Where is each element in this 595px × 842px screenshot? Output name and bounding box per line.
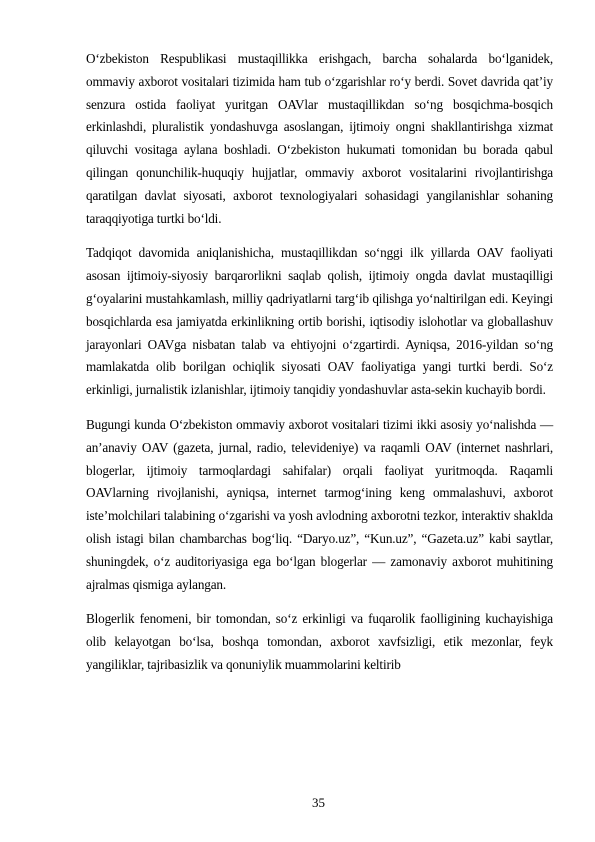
paragraph-1: O‘zbekiston Respublikasi mustaqillikka erishgach, barcha sohalarda bo‘lganidek, ommaviy axborot vositalari tizimida ham tub o‘zgarishlar ro‘y berdi. Sovet davrida qat’iy senzura ostida faoliyat yuritgan OAVlar mustaqillikdan so‘ng bosqichma-bosqich erkinlashdi, pluralistik yondashuvga asoslangan, ijtimoiy ongni shakllantirishga xizmat qiluvchi vositaga aylana boshladi. O‘zbekiston hukumati tomonidan bu borada qabul qilingan qonunchilik-huquqiy hujjatlar, ommaviy axborot vositalarini rivojlantirishga qaratilgan davlat siyosati, axborot texnologiyalari sohasidagi yangilanishlar sohaning taraqqiyotiga turtki bo‘ldi. [86,51,553,226]
document-body [86,48,553,689]
paragraph-2: Tadqiqot davomida aniqlanishicha, mustaqillikdan so‘nggi ilk yillarda OAV faoliyati asosan ijtimoiy-siyosiy barqarorlikni saqlab qolish, ijtimoiy ongda davlat mustaqilligi g‘oyalarini mustahkamlash, milliy qadriyatlarni targ‘ib qilishga yo‘naltirilgan edi. Keyingi bosqichlarda esa jamiyatda erkinlikning ortib borishi, iqtisodiy islohotlar va globallashuv jarayonlari OAVga nisbatan talab va ehtiyojni o‘zgartirdi. Ayniqsa, 2016-yildan so‘ng mamlakatda olib borilgan ochiqlik siyosati OAV faoliyatiga yangi turtki berdi. So‘z erkinligi, jurnalistik izlanishlar, ijtimoiy tanqidiy yondashuvlar asta-sekin kuchayib bordi. [86,245,553,398]
page-number: 35 [312,795,325,810]
paragraph-4: Blogerlik fenomeni, bir tomondan, so‘z erkinligi va fuqarolik faolligining kuchayishiga olib kelayotgan bo‘lsa, boshqa tomondan, axborot xavfsizligi, etik mezonlar, feyk yangiliklar, tajribasizlik va qonuniylik muammolarini keltirib [86,611,553,672]
paragraph-3: Bugungi kunda O‘zbekiston ommaviy axborot vositalari tizimi ikki asosiy yo‘nalishda — an’anaviy OAV (gazeta, jurnal, radio, televideniye) va raqamli OAV (internet nashrlari, blogerlar, ijtimoiy tarmoqlardagi sahifalar) orqali faoliyat yuritmoqda. Raqamli OAVlarning rivojlanishi, ayniqsa, internet tarmog‘ining keng ommalashuvi, axborot iste’molchilari talabining o‘zgarishi va yosh avlodning axborotni tezkor, interaktiv shaklda olish istagi bilan chambarchas bog‘liq. “Daryo.uz”, “Kun.uz”, “Gazeta.uz” kabi saytlar, shuningdek, o‘z auditoriyasiga ega bo‘lgan blogerlar — zamonaviy axborot muhitining ajralmas qismiga aylangan. [86,416,553,592]
